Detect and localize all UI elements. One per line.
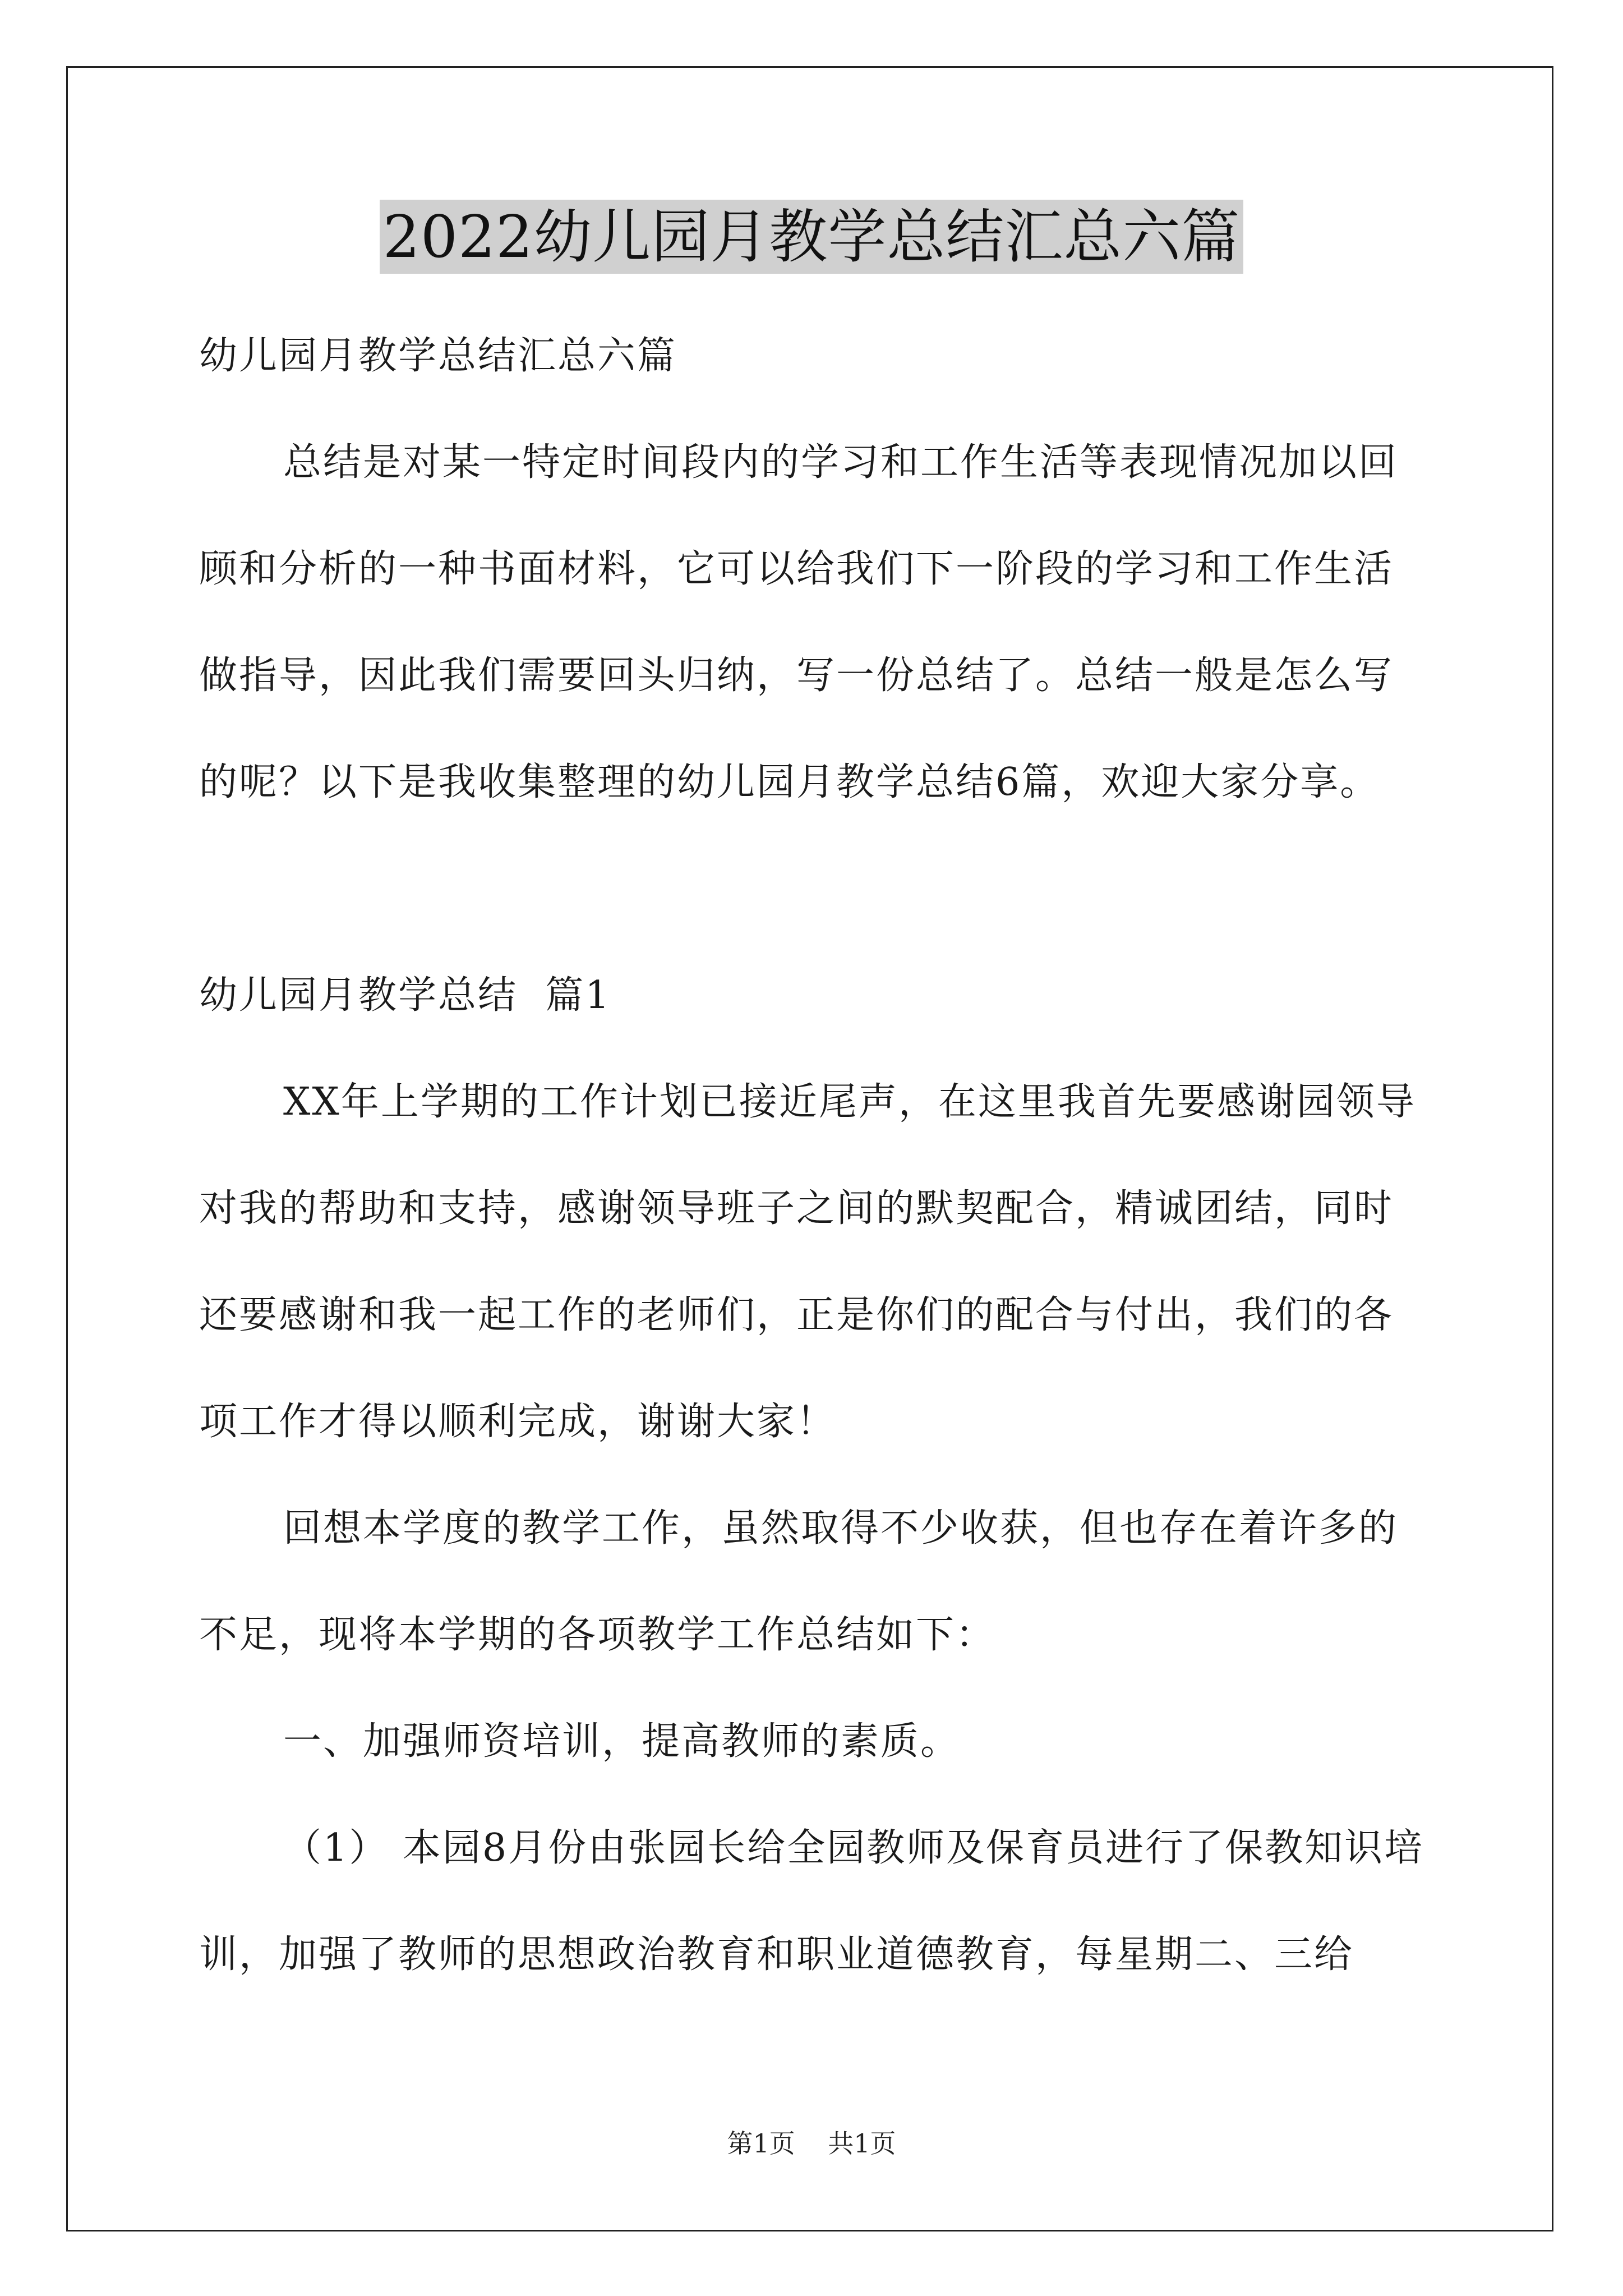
title-container xyxy=(0,200,1623,274)
document-title: 2022幼儿园月教学总结汇总六篇 xyxy=(380,200,1244,274)
page-number-footer: 第1页 共1页 xyxy=(727,2128,896,2159)
body-paragraph-3: 一、加强师资培训，提高教师的素质。 xyxy=(283,1719,961,1764)
body-paragraph-4: （1） 本园8月份由张园长给全园教师及保育员进行了保教知识培训，加强了教师的思想政治教育和职业道德教育，每星期二、三给 xyxy=(199,1826,1424,1977)
document-subtitle: 幼儿园月教学总结汇总六篇 xyxy=(199,334,677,378)
intro-paragraph: 总结是对某一特定时间段内的学习和工作生活等表现情况加以回顾和分析的一种书面材料，它可以给我们下一阶段的学习和工作生活做指导，因此我们需要回头归纳，写一份总结了。总结一般是怎么写的呢？以下是我收集整理的幼儿园月教学总结6篇，欢迎大家分享。 xyxy=(199,440,1399,804)
body-paragraph-2: 回想本学度的教学工作，虽然取得不少收获，但也存在着许多的不足，现将本学期的各项教学工作总结如下： xyxy=(199,1506,1399,1657)
section-heading: 幼儿园月教学总结 篇1 xyxy=(199,973,611,1018)
body-paragraph-1: XX年上学期的工作计划已接近尾声，在这里我首先要感谢园领导对我的帮助和支持，感谢领导班子之间的默契配合，精诚团结，同时还要感谢和我一起工作的老师们，正是你们的配合与付出，我们的各项工作才得以顺利完成，谢谢大家！ xyxy=(199,1080,1416,1444)
document-body xyxy=(199,303,1427,2008)
